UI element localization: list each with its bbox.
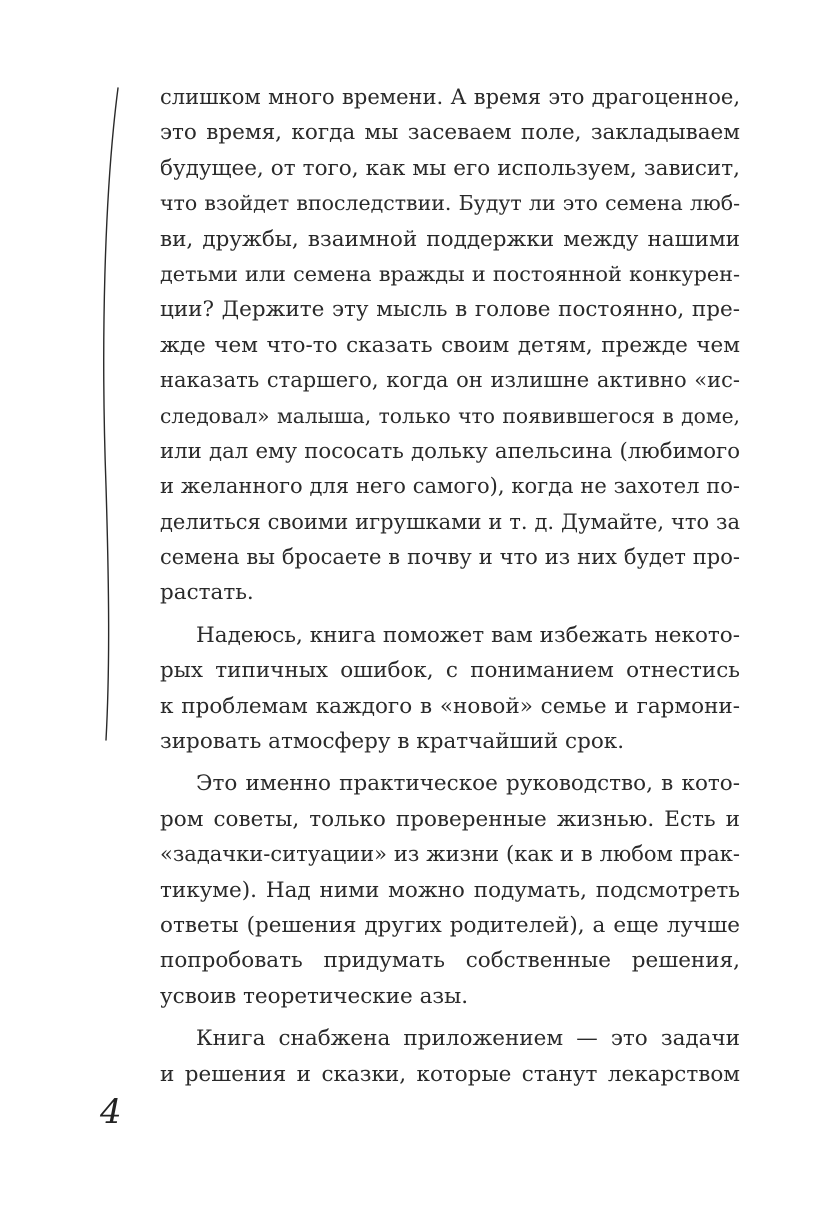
text-line: попробовать придумать собственные решения, [160,948,740,974]
text-line: и желанного для него самого), когда не захотел по- [160,474,740,499]
text-line: ответы (решения других родителей), а еще лучше [160,912,740,938]
text-line: это время, когда мы засеваем поле, закладываем [160,120,740,146]
text-line: Надеюсь, книга поможет вам избежать некото- [196,622,740,648]
text-line: «задачки-ситуации» из жизни (как и в любом прак- [160,842,740,867]
text-line: наказать старшего, когда он излишне активно «ис- [160,368,740,393]
text-line: рых типичных ошибок, с пониманием отнестись [160,658,740,684]
paragraph-4 [160,1021,740,1092]
text-line: Книга снабжена приложением — это задачи [196,1026,740,1052]
decorative-margin-line [96,86,126,746]
text-line: ви, дружбы, взаимной поддержки между нашими [160,226,740,252]
text-line: растать. [160,580,254,606]
paragraph-3 [160,766,740,1014]
page-number: 4 [100,1092,122,1132]
text-line: следовал» малыша, только что появившегося в доме, [160,403,740,428]
text-line: делиться своими игрушками и т. д. Думайте, что за [160,509,740,534]
text-line: зировать атмосферу в кратчайший срок. [160,729,625,755]
page-body-text [160,80,740,1092]
text-line: или дал ему пососать дольку апельсина (любимого [160,438,740,464]
text-line: будущее, от того, как мы его используем, зависит, [160,155,740,181]
text-line: что взойдет впоследствии. Будут ли это семена люб- [160,191,740,216]
text-line: и решения и сказки, которые станут лекарством [160,1061,740,1087]
text-line: тикуме). Над ними можно подумать, подсмотреть [160,877,740,903]
text-line: семена вы бросаете в почву и что из них будет про- [160,545,740,570]
text-line: усвоив теоретические азы. [160,983,469,1009]
text-line: к проблемам каждого в «новой» семье и гармони- [160,693,740,719]
text-line: Это именно практическое руководство, в кото- [196,771,740,797]
text-line: детьми или семена вражды и постоянной конкурен- [160,261,740,286]
text-line: жде чем что-то сказать своим детям, прежде чем [160,332,740,358]
text-line: ции? Держите эту мысль в голове постоянно, пре- [160,297,740,323]
text-line: ром советы, только проверенные жизнью. Есть и [160,806,740,832]
paragraph-1 [160,80,740,611]
paragraph-2 [160,618,740,760]
text-line: слишком много времени. А время это драгоценное, [160,85,740,109]
